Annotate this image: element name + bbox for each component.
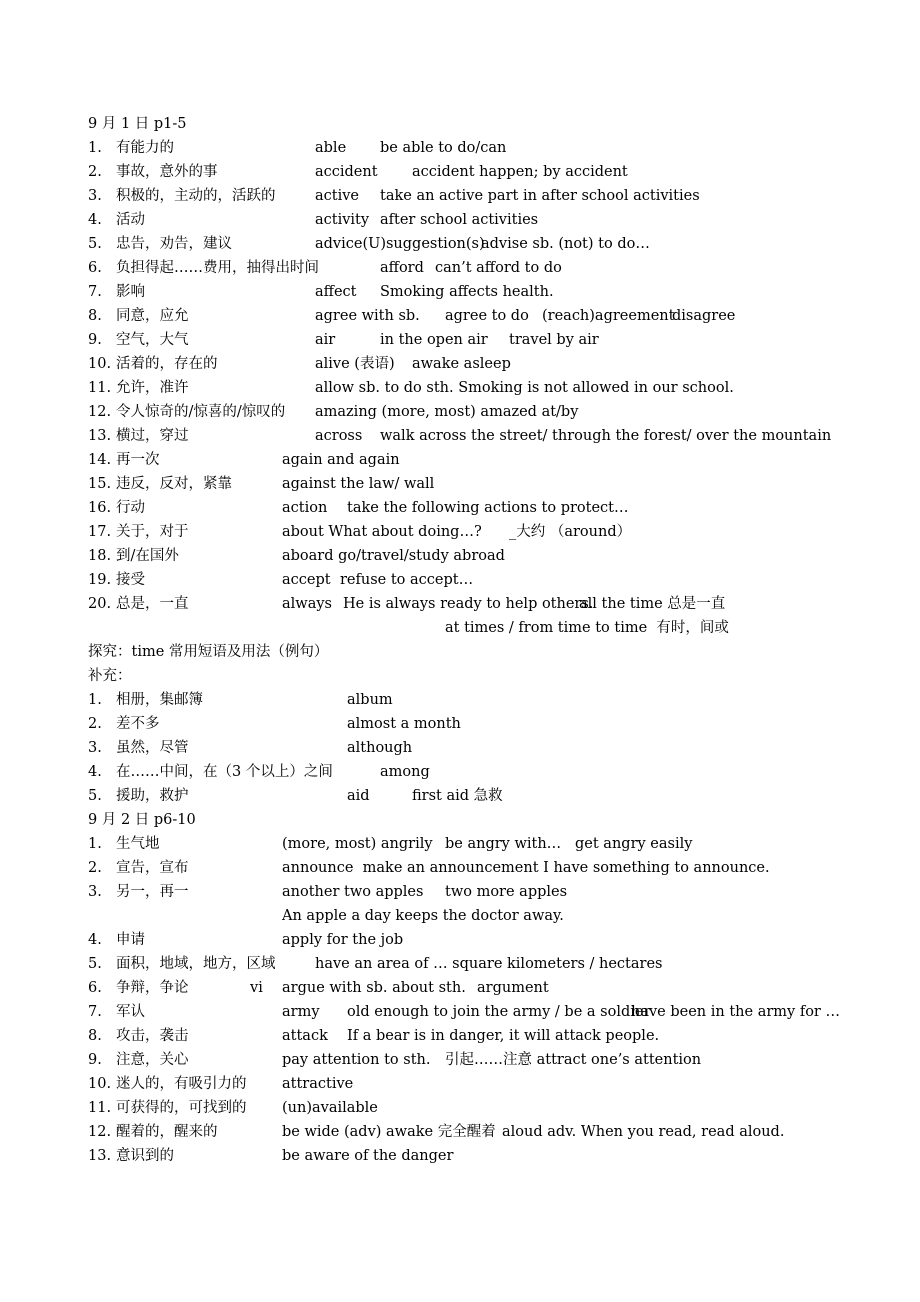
item-chinese: 争辩，争论 <box>116 980 189 996</box>
item-chinese: 另一，再一 <box>116 884 189 900</box>
item-chinese: 允许，准许 <box>116 380 189 396</box>
item-word: another two apples <box>282 884 424 900</box>
item-chinese: 申请 <box>116 932 145 948</box>
item-example: 引起……注意 attract one’s attention <box>445 1052 702 1068</box>
item-example: be able to do/can <box>380 140 507 156</box>
item-chinese: 横过，穿过 <box>116 428 189 444</box>
item-chinese: 差不多 <box>116 716 160 732</box>
item-chinese: 迷人的，有吸引力的 <box>116 1076 247 1092</box>
item-example: take the following actions to protect… <box>347 500 629 516</box>
item-number: 14. <box>88 452 112 468</box>
item-word: be aware of the danger <box>282 1148 454 1164</box>
item-word: accident <box>315 164 378 180</box>
item-chinese: 虽然，尽管 <box>116 740 189 756</box>
item-chinese: 关于，对于 <box>116 524 189 540</box>
item-number: 2. <box>88 860 102 876</box>
item-word: among <box>380 764 430 780</box>
item-number: 7. <box>88 1004 102 1020</box>
item-word: agree with sb. <box>315 308 420 324</box>
item-example: accident happen; by accident <box>412 164 628 180</box>
item-number: 3. <box>88 188 102 204</box>
item-chinese: 再一次 <box>116 452 160 468</box>
item-example: He is always ready to help others. <box>343 596 594 612</box>
item-example: be angry with… <box>445 836 562 852</box>
section-heading: 9 月 2 日 p6-10 <box>88 812 196 828</box>
item-example: Smoking affects health. <box>380 284 554 300</box>
item-number: 10. <box>88 356 112 372</box>
item-chinese: 活着的，存在的 <box>116 356 218 372</box>
item-word: amazing (more, most) amazed at/by <box>315 404 579 420</box>
item-example: argument <box>477 980 549 996</box>
item-example: old enough to join the army / be a soldier <box>347 1004 651 1020</box>
item-chinese: 行动 <box>116 500 145 516</box>
item-word: affect <box>315 284 357 300</box>
item-number: 15. <box>88 476 112 492</box>
item-chinese: 同意，应允 <box>116 308 189 324</box>
item-word: argue with sb. about sth. <box>282 980 466 996</box>
item-word: able <box>315 140 347 156</box>
item-number: 6. <box>88 980 102 996</box>
item-number: 3. <box>88 884 102 900</box>
item-pos: vi <box>250 980 263 996</box>
item-word: pay attention to sth. <box>282 1052 431 1068</box>
item-word: about What about doing…? <box>282 524 482 540</box>
item-number: 4. <box>88 764 102 780</box>
item-number: 10. <box>88 1076 112 1092</box>
section-heading: 补充： <box>88 668 132 684</box>
item-number: 12. <box>88 404 112 420</box>
item-chinese: 事故，意外的事 <box>116 164 218 180</box>
item-number: 8. <box>88 1028 102 1044</box>
item-word: accept <box>282 572 331 588</box>
item-word: almost a month <box>347 716 461 732</box>
item-word: action <box>282 500 328 516</box>
item-number: 1. <box>88 836 102 852</box>
item-word: album <box>347 692 393 708</box>
item-number: 9. <box>88 1052 102 1068</box>
item-chinese: 到/在国外 <box>116 548 179 564</box>
item-number: 9. <box>88 332 102 348</box>
item-number: 12. <box>88 1124 112 1140</box>
item-example: walk across the street/ through the forest/ over the mountain <box>380 428 832 444</box>
item-example: after school activities <box>380 212 539 228</box>
item-word: attractive <box>282 1076 354 1092</box>
item-number: 8. <box>88 308 102 324</box>
item-word: have an area of … square kilometers / hectares <box>315 956 663 972</box>
item-chinese: 在……中间，在（3 个以上）之间 <box>116 764 333 780</box>
item-chinese: 意识到的 <box>116 1148 174 1164</box>
item-number: 5. <box>88 236 102 252</box>
item-word: be wide (adv) awake 完全醒着 <box>282 1124 496 1140</box>
item-number: 13. <box>88 428 112 444</box>
item-example: get angry easily <box>575 836 693 852</box>
section-heading: 探究：time 常用短语及用法（例句） <box>88 644 329 660</box>
item-chinese: 生气地 <box>116 836 160 852</box>
item-number: 16. <box>88 500 112 516</box>
item-example: all the time 总是一直 <box>579 596 726 612</box>
item-chinese: 负担得起……费用，抽得出时间 <box>116 260 319 276</box>
item-example: in the open air <box>380 332 488 348</box>
item-example: can’t afford to do <box>435 260 562 276</box>
item-number: 1. <box>88 140 102 156</box>
item-chinese: 有能力的 <box>116 140 174 156</box>
item-example: at times / from time to time 有时，间或 <box>445 620 729 636</box>
item-word: across <box>315 428 363 444</box>
item-word: apply for the job <box>282 932 404 948</box>
item-chinese: 相册，集邮簿 <box>116 692 203 708</box>
item-word: attack <box>282 1028 328 1044</box>
item-example: agree to do <box>445 308 529 324</box>
item-word: announce make an announcement I have something to announce. <box>282 860 770 876</box>
item-word: although <box>347 740 413 756</box>
item-example: If a bear is in danger, it will attack people. <box>347 1028 660 1044</box>
item-chinese: 影响 <box>116 284 145 300</box>
item-word: air <box>315 332 336 348</box>
item-example: refuse to accept… <box>340 572 474 588</box>
item-number: 19. <box>88 572 112 588</box>
item-number: 20. <box>88 596 112 612</box>
item-number: 13. <box>88 1148 112 1164</box>
item-chinese: 总是，一直 <box>116 596 189 612</box>
item-number: 11. <box>88 1100 112 1116</box>
item-chinese: 积极的，主动的，活跃的 <box>116 188 276 204</box>
item-word: aid <box>347 788 370 804</box>
item-word: active <box>315 188 360 204</box>
item-word: again and again <box>282 452 400 468</box>
item-chinese: 空气，大气 <box>116 332 189 348</box>
item-word: army <box>282 1004 320 1020</box>
item-number: 18. <box>88 548 112 564</box>
item-word: always <box>282 596 332 612</box>
item-word: (more, most) angrily <box>282 836 433 852</box>
item-example: An apple a day keeps the doctor away. <box>282 908 564 924</box>
item-number: 5. <box>88 788 102 804</box>
item-chinese: 活动 <box>116 212 145 228</box>
item-chinese: 忠告，劝告，建议 <box>116 236 232 252</box>
item-chinese: 宣告，宣布 <box>116 860 189 876</box>
item-number: 6. <box>88 260 102 276</box>
item-chinese: 注意，关心 <box>116 1052 189 1068</box>
item-example: have been in the army for … <box>631 1004 840 1020</box>
item-example: aloud adv. When you read, read aloud. <box>502 1124 785 1140</box>
item-word: against the law/ wall <box>282 476 435 492</box>
item-chinese: 面积，地域，地方，区域 <box>116 956 276 972</box>
item-word: activity <box>315 212 370 228</box>
item-word: (un)available <box>282 1100 378 1116</box>
item-chinese: 可获得的，可找到的 <box>116 1100 247 1116</box>
item-number: 11. <box>88 380 112 396</box>
item-example: (reach)agreement <box>542 308 675 324</box>
item-example: take an active part in after school activities <box>380 188 700 204</box>
item-chinese: 军认 <box>116 1004 145 1020</box>
section-heading: 9 月 1 日 p1-5 <box>88 116 187 132</box>
item-number: 5. <box>88 956 102 972</box>
item-chinese: 醒着的，醒来的 <box>116 1124 218 1140</box>
item-example: awake asleep <box>412 356 511 372</box>
item-chinese: 攻击，袭击 <box>116 1028 189 1044</box>
item-number: 3. <box>88 740 102 756</box>
item-chinese: 接受 <box>116 572 145 588</box>
item-word: aboard go/travel/study abroad <box>282 548 505 564</box>
item-number: 4. <box>88 932 102 948</box>
item-example: first aid 急救 <box>412 788 503 804</box>
item-example: disagree <box>672 308 736 324</box>
item-word: allow sb. to do sth. Smoking is not allowed in our school. <box>315 380 734 396</box>
item-chinese: 令人惊奇的/惊喜的/惊叹的 <box>116 404 286 420</box>
item-number: 1. <box>88 692 102 708</box>
item-word: advice(U)suggestion(s) <box>315 236 485 252</box>
item-example: _大约 （around） <box>509 524 632 540</box>
item-chinese: 援助，救护 <box>116 788 189 804</box>
item-word: afford <box>380 260 424 276</box>
item-number: 4. <box>88 212 102 228</box>
item-number: 2. <box>88 164 102 180</box>
item-word: alive (表语) <box>315 356 395 372</box>
item-number: 17. <box>88 524 112 540</box>
item-example: travel by air <box>509 332 599 348</box>
item-number: 2. <box>88 716 102 732</box>
item-chinese: 违反，反对，紧靠 <box>116 476 232 492</box>
item-number: 7. <box>88 284 102 300</box>
item-example: two more apples <box>445 884 568 900</box>
item-example: advise sb. (not) to do… <box>481 236 650 252</box>
